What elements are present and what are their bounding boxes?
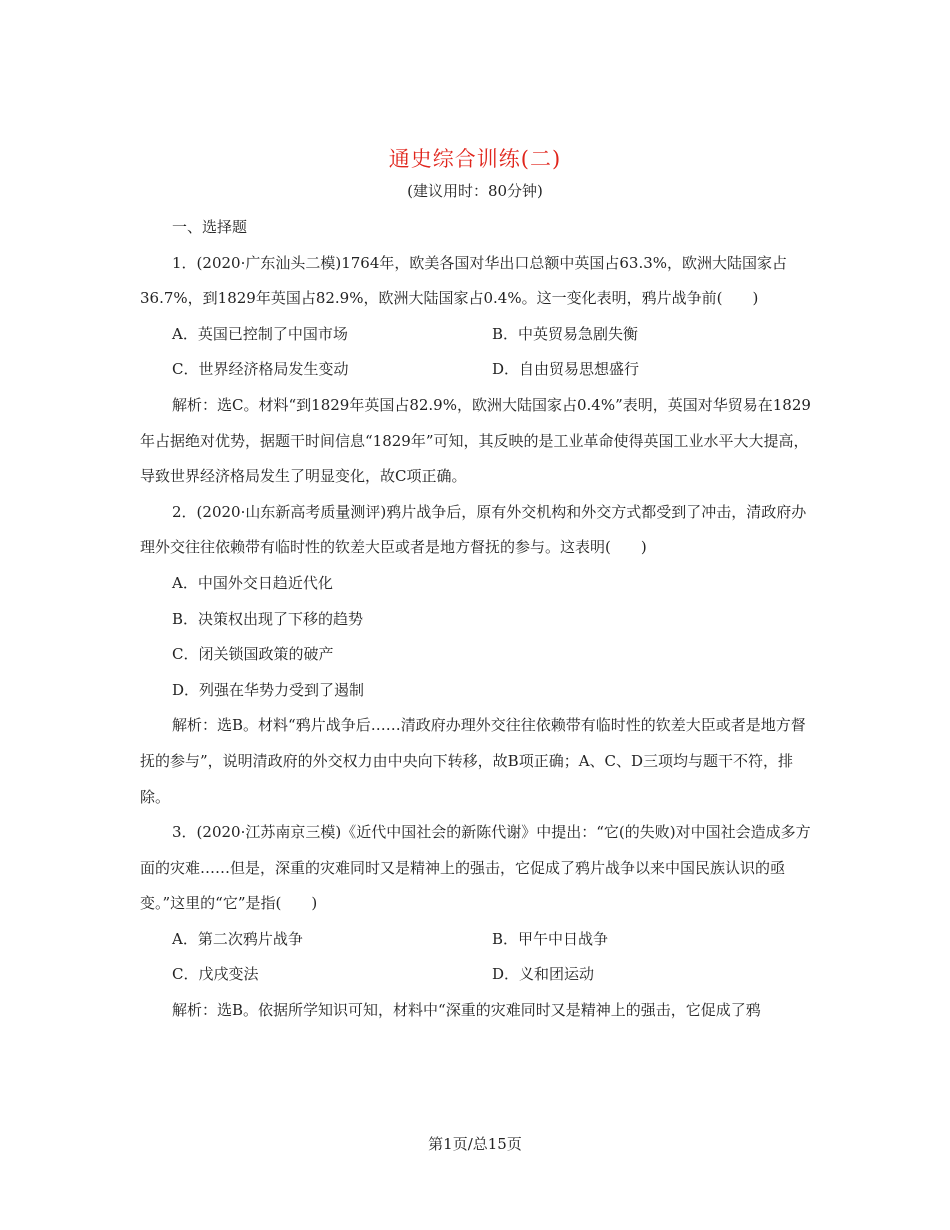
question-1-options-row-1 (140, 317, 812, 353)
question-1-option-d: D．自由贸易思想盛行 (492, 360, 640, 379)
question-3-options-row-2 (140, 957, 812, 993)
page-title: 通史综合训练(二) (388, 147, 562, 171)
question-3-options-row-1 (140, 922, 812, 958)
page-number: 第1页/总15页 (428, 1135, 522, 1153)
question-2-option-c: C．闭关锁国政策的破产 (172, 645, 334, 664)
question-3-option-c: C．戊戌变法 (172, 965, 259, 984)
question-1-option-a: A．英国已控制了中国市场 (172, 324, 348, 343)
question-1-analysis: 解析：选C。材料“到1829年英国占82.9%，欧洲大陆国家占0.4%”表明，英国对华贸易在1829年占据绝对优势，据题干时间信息“1829年”可知，其反映的是工业革命使得英国工业水平大大提高，导致世界经济格局发生了明显变化，故C项正确。 (140, 395, 811, 486)
question-1-stem: 1．(2020·广东汕头二模)1764年，欧美各国对华出口总额中英国占63.3%，欧洲大陆国家占36.7%，到1829年英国占82.9%，欧洲大陆国家占0.4%。这一变化表明，鸦片战争前( ) (140, 253, 788, 308)
question-2-analysis: 解析：选B。材料“鸦片战争后……清政府办理外交往往依赖带有临时性的钦差大臣或者是地方督抚的参与”，说明清政府的外交权力由中央向下转移，故B项正确；A、C、D三项均与题干不符，排除。 (140, 716, 806, 806)
question-3-option-b: B．甲午中日战争 (492, 929, 609, 948)
question-2-stem: 2．(2020·山东新高考质量测评)鸦片战争后，原有外交机构和外交方式都受到了冲击，清政府办理外交往往依赖带有临时性的钦差大臣或者是地方督抚的参与。这表明( ) (140, 502, 807, 557)
document-body (140, 210, 812, 1029)
question-3-stem: 3．(2020·江苏南京三模)《近代中国社会的新陈代谢》中提出：“它(的失败)对中国社会造成多方面的灾难……但是，深重的灾难同时又是精神上的强击，它促成了鸦片战争以来中国民族认识的亟变。”这里的“它”是指( ) (140, 823, 811, 913)
question-2-option-b: B．决策权出现了下移的趋势 (172, 609, 364, 628)
question-1-options-row-2 (140, 352, 812, 388)
question-3-option-d: D．义和团运动 (492, 965, 595, 984)
question-2-option-a: A．中国外交日趋近代化 (172, 573, 333, 592)
question-3-analysis: 解析：选B。依据所学知识可知，材料中“深重的灾难同时又是精神上的强击，它促成了鸦 (172, 1001, 761, 1020)
question-3-option-a: A．第二次鸦片战争 (172, 929, 303, 948)
question-2-option-d: D．列强在华势力受到了遏制 (172, 680, 365, 699)
question-1-option-c: C．世界经济格局发生变动 (172, 360, 349, 379)
section-heading: 一、选择题 (172, 218, 248, 236)
question-1-option-b: B．中英贸易急剧失衡 (492, 324, 639, 343)
suggested-time: (建议用时：80分钟) (407, 182, 543, 200)
